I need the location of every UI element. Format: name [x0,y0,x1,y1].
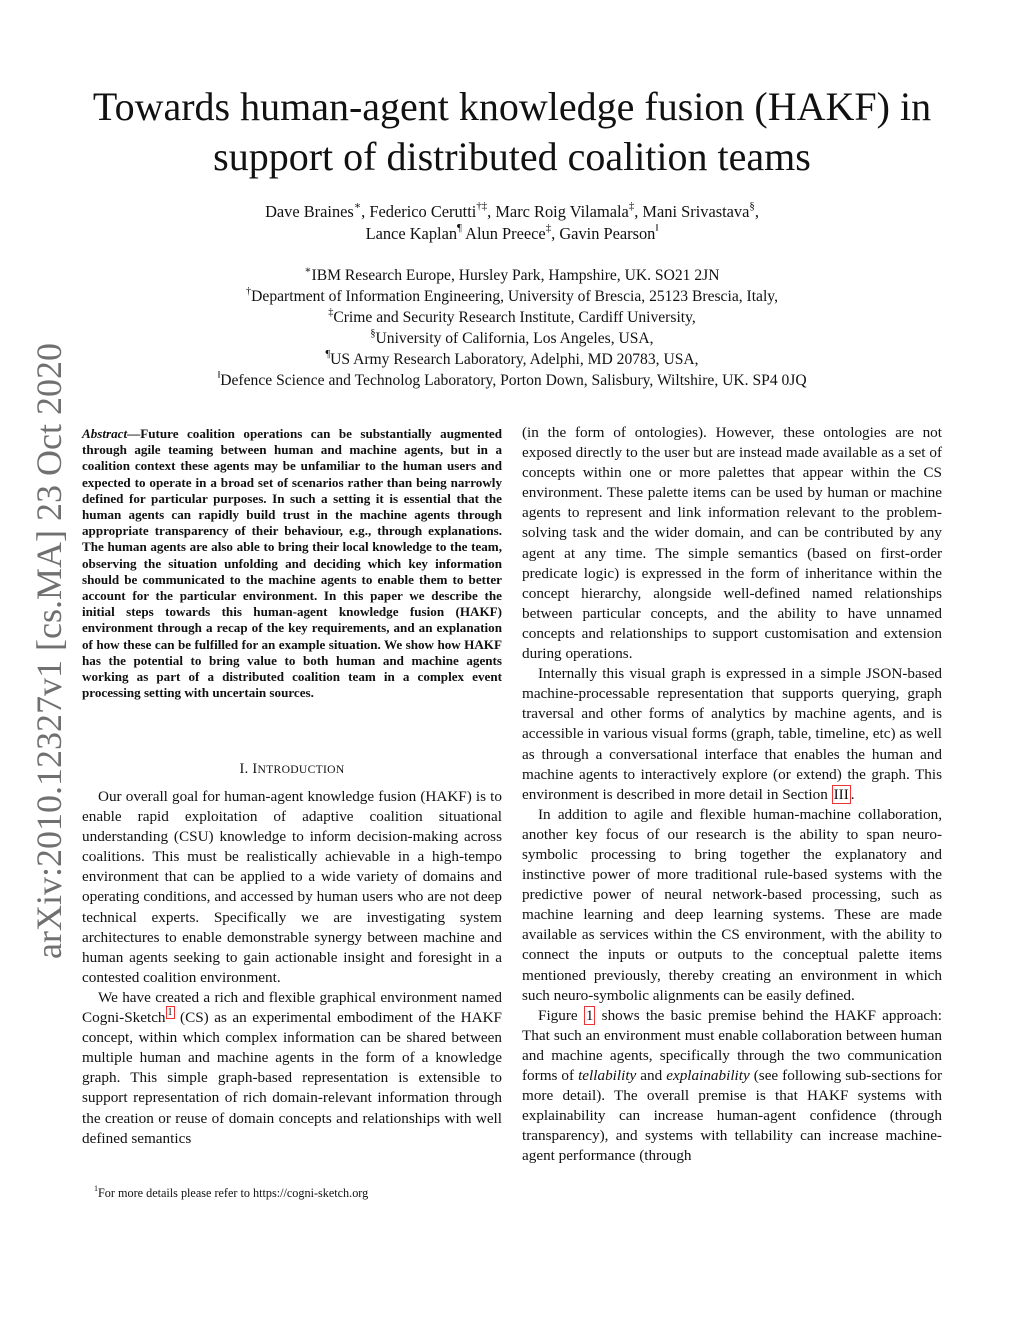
author-mark: †‡ [476,200,488,213]
paragraph: In addition to agile and flexible human-machine collaboration, another key focus of our research is the ability to span neuro-symbolic processing to bring together the explanatory and instinctive power of more traditional rule-based systems with the predictive power of neural network-based processing, such as machine learning and deep learning systems. These are made available as services within the CS environment, with the ability to connect the inputs or outputs to the conceptual palette items mentioned previously, thereby creating an environment in which such neuro-symbolic alignments can be easily defined. [522,805,942,1004]
paragraph-text: We have created a rich and flexible graphical environment named Cogni-Sketch [82,988,502,1027]
emphasis: tellability [578,1067,637,1084]
abstract [82,426,502,701]
affiliation-mark: § [370,327,376,339]
right-column-body [522,423,942,1166]
paragraph [522,1006,942,1167]
author-name: Mani Srivastava [642,202,750,221]
affiliation-text: Department of Information Engineering, University of Brescia, 25123 Brescia, Italy, [251,288,778,305]
paragraph: Our overall goal for human-agent knowledge fusion (HAKF) is to enable rapid exploitation of adaptive coalition situational understanding (CSU) knowledge to inform decision-making across coalitions. This must be realistically achievable in a high-tempo environment that can be applied to a wide variety of domains and operating conditions, and accessed by human users who are not deep technical experts. Specifically we are investigating system architectures to enable demonstrable synergy between machine and human agents seeking to gain actionable insight and foresight in a contested coalition environment. [82,788,502,986]
affiliation-text: Crime and Security Research Institute, Cardiff University, [333,309,696,326]
section-title-rest: NTRODUCTION [257,763,345,776]
author-mark: § [749,200,755,213]
paragraph-text: (see following sub-sections for more detail). The overall premise is that HAKF systems with explainability can increase human-agent confidence (through transparency), and systems with tellability can increase machine-agent performance (through [522,1067,942,1165]
paragraph-text: shows the basic premise behind the HAKF approach: That such an environment must enable collaboration between human and machine agents, specifically through the two communication forms of [522,1006,942,1084]
author-mark: ‖ [655,222,659,235]
abstract-text: Future coalition operations can be substantially augmented through agile teaming between human and machine agents, but in a coalition context these agents may be unfamiliar to the human users and expected to operate in a broad set of scenarios rather than being narrowly defined for particular purposes. In such a setting it is essential that the human agents can rapidly build trust in the machine agents through appropriate transparency of their behaviour, e.g., through explanations. The human agents are also able to bring their local knowledge to the team, observing the situation unfolding and deciding which key information should be communicated to the machine agents to enable them to better account for the particular environment. In this paper we describe the initial steps towards this human-agent knowledge fusion (HAKF) environment through a recap of the key requirements, and an explanation of how these can be fulfilled for an example situation. We show how HAKF has the potential to bring value to both human and machine agents working as part of a distributed coalition team in a complex event processing setting with uncertain sources. [82,426,502,701]
affiliation-mark: ‡ [328,306,334,318]
abstract-dash: — [127,426,141,441]
author-mark: ∗ [353,200,362,213]
author-name: Lance Kaplan [365,224,458,243]
affiliation-mark: ‖ [217,369,221,381]
title-line-2: support of distributed coalition teams [213,134,811,179]
footnote-text: For more details please refer to https://cogni-sketch.org [98,1186,369,1200]
author-name: Alun Preece [465,224,546,243]
paragraph [82,988,502,1149]
affiliation-text: US Army Research Laboratory, Adelphi, MD 20783, USA, [330,351,699,368]
author-name: Gavin Pearson [559,224,656,243]
affiliation-line [70,307,954,328]
section-heading-introduction [82,760,502,779]
paper-title [60,82,964,182]
paragraph-text: (CS) as an experimental embodiment of the HAKF concept, within which complex information can be shared between multiple human and machine agents in the form of a knowledge graph. This simple graph-based representation is extensible to support representation of rich domain-relevant information through the creation or reuse of domain concepts and relationships with well defined semantics [82,1009,502,1147]
affiliation-line [70,349,954,370]
affiliation-line [70,328,954,349]
figure-reference-link[interactable]: 1 [585,1006,594,1024]
author-mark: ‡ [545,222,552,235]
paragraph-text: Internally this visual graph is expressed in a simple JSON-based machine-processable representation that supports querying, graph traversal and other forms of analytics by machine agents, and is accessible in various visual forms (graph, table, timeline, etc) as well as through a conversational interface that enables the human and machine agents to interactively explore (or extend) the graph. This environment is described in more detail in Section [522,665,942,803]
affiliation-list [70,265,954,391]
author-name: Federico Cerutti [369,202,477,221]
paragraph-text: . [850,785,855,803]
affiliation-line [70,286,954,307]
arxiv-identifier-stamp: arXiv:2010.12327v1 [cs.MA] 23 Oct 2020 [29,343,69,959]
affiliation-mark: ¶ [325,348,331,360]
section-title-initial: I [252,761,258,777]
paragraph-text: and [636,1067,667,1084]
footnote [94,1186,368,1201]
left-column-body [82,787,502,1149]
author-name: Marc Roig Vilamala [495,202,629,221]
author-line-2: Lance Kaplan¶ Alun Preece‡, Gavin Pearson‖ [365,222,659,243]
paragraph [522,664,942,805]
author-list [90,201,934,245]
author-mark: ¶ [457,222,462,235]
paragraph-text: Figure [538,1006,584,1024]
affiliation-text: IBM Research Europe, Hursley Park, Hampshire, UK. SO21 2JN [311,267,720,284]
affiliation-line [70,370,954,391]
paragraph: (in the form of ontologies). However, these ontologies are not exposed directly to the user but are instead made available as a set of concepts within one or more palettes that appear within the CS environment. These palette items can be used by human or machine agents to represent and link information relevant to the problem-solving task and the wider domain, and can be contributed by any agent at any time. The simple semantics (based on first-order predicate logic) is expressed in the form of inheritance within the concept hierarchy, alongside well-defined named relationships between particular concepts, and the ability to have unnamed concepts and relationships to support customisation and extension during operations. [522,424,942,663]
author-name: Dave Braines [265,202,354,221]
section-reference-link[interactable]: III [833,785,849,803]
affiliation-text: University of California, Los Angeles, USA, [375,330,654,347]
affiliation-text: Defence Science and Technolog Laboratory, Porton Down, Salisbury, Wiltshire, UK. SP4 0JQ [220,372,807,389]
author-line-1: Dave Braines∗, Federico Cerutti†‡, Marc Roig Vilamala‡, Mani Srivastava§, [265,200,759,221]
section-number: I. [239,761,249,777]
abstract-label: Abstract [82,426,128,441]
emphasis: explainability [666,1067,750,1084]
author-mark: ‡ [628,200,635,213]
footnote-link[interactable]: 1 [167,1006,173,1018]
affiliation-mark: ∗ [304,264,312,276]
footnote-mark: 1 [94,1184,99,1194]
affiliation-mark: † [246,285,252,297]
affiliation-line [70,265,954,286]
title-line-1: Towards human-agent knowledge fusion (HAKF) in [92,84,932,129]
